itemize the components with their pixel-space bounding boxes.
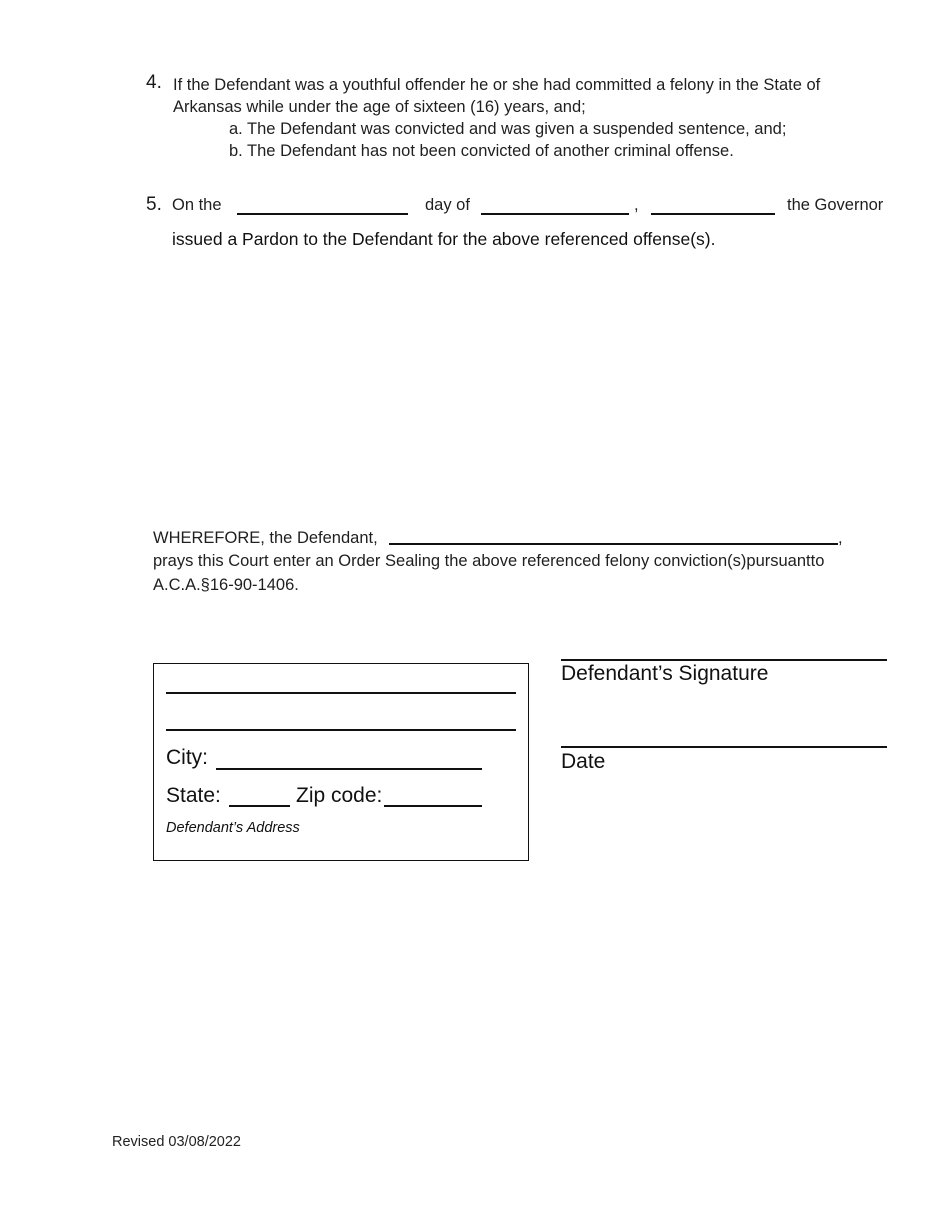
defendant-name-blank[interactable] (389, 543, 838, 545)
defendant-address-box (153, 663, 529, 861)
item-4-number: 4. (146, 72, 162, 93)
zip-code-label: Zip code: (296, 784, 383, 807)
item-5-comma: , (634, 196, 639, 214)
city-line[interactable] (216, 768, 482, 770)
state-line[interactable] (229, 805, 290, 807)
year-blank[interactable] (651, 213, 775, 215)
signature-label: Defendant’s Signature (561, 662, 769, 685)
address-line-2[interactable] (166, 729, 516, 731)
address-caption: Defendant’s Address (166, 820, 300, 836)
wherefore-line-1: WHEREFORE, the Defendant, (153, 529, 378, 547)
item-5-on-the: On the (172, 196, 222, 214)
city-label: City: (166, 746, 208, 769)
signature-line[interactable] (561, 659, 887, 661)
item-4-sub-b: b. The Defendant has not been convicted of another criminal offense. (229, 142, 734, 160)
zip-code-line[interactable] (384, 805, 482, 807)
month-blank[interactable] (481, 213, 629, 215)
wherefore-line-2: prays this Court enter an Order Sealing the above referenced felony conviction(s)pursuantto (153, 552, 825, 570)
item-5-day-of: day of (425, 196, 470, 214)
wherefore-line-3: A.C.A.§16-90-1406. (153, 576, 299, 594)
state-label: State: (166, 784, 221, 807)
item-5-pardon-text: issued a Pardon to the Defendant for the above referenced offense(s). (172, 229, 716, 249)
date-line[interactable] (561, 746, 887, 748)
day-blank[interactable] (237, 213, 408, 215)
date-label: Date (561, 750, 606, 773)
item-5-number: 5. (146, 194, 162, 215)
wherefore-line-1-comma: , (838, 529, 843, 547)
revised-date: Revised 03/08/2022 (112, 1134, 241, 1150)
item-4-sub-a: a. The Defendant was convicted and was given a suspended sentence, and; (229, 120, 787, 138)
item-5-the-governor: the Governor (787, 196, 884, 214)
item-4-text: If the Defendant was a youthful offender he or she had committed a felony in the State of Arkansas while under the age of sixteen (16) years, and; (173, 76, 821, 116)
address-line-1[interactable] (166, 692, 516, 694)
